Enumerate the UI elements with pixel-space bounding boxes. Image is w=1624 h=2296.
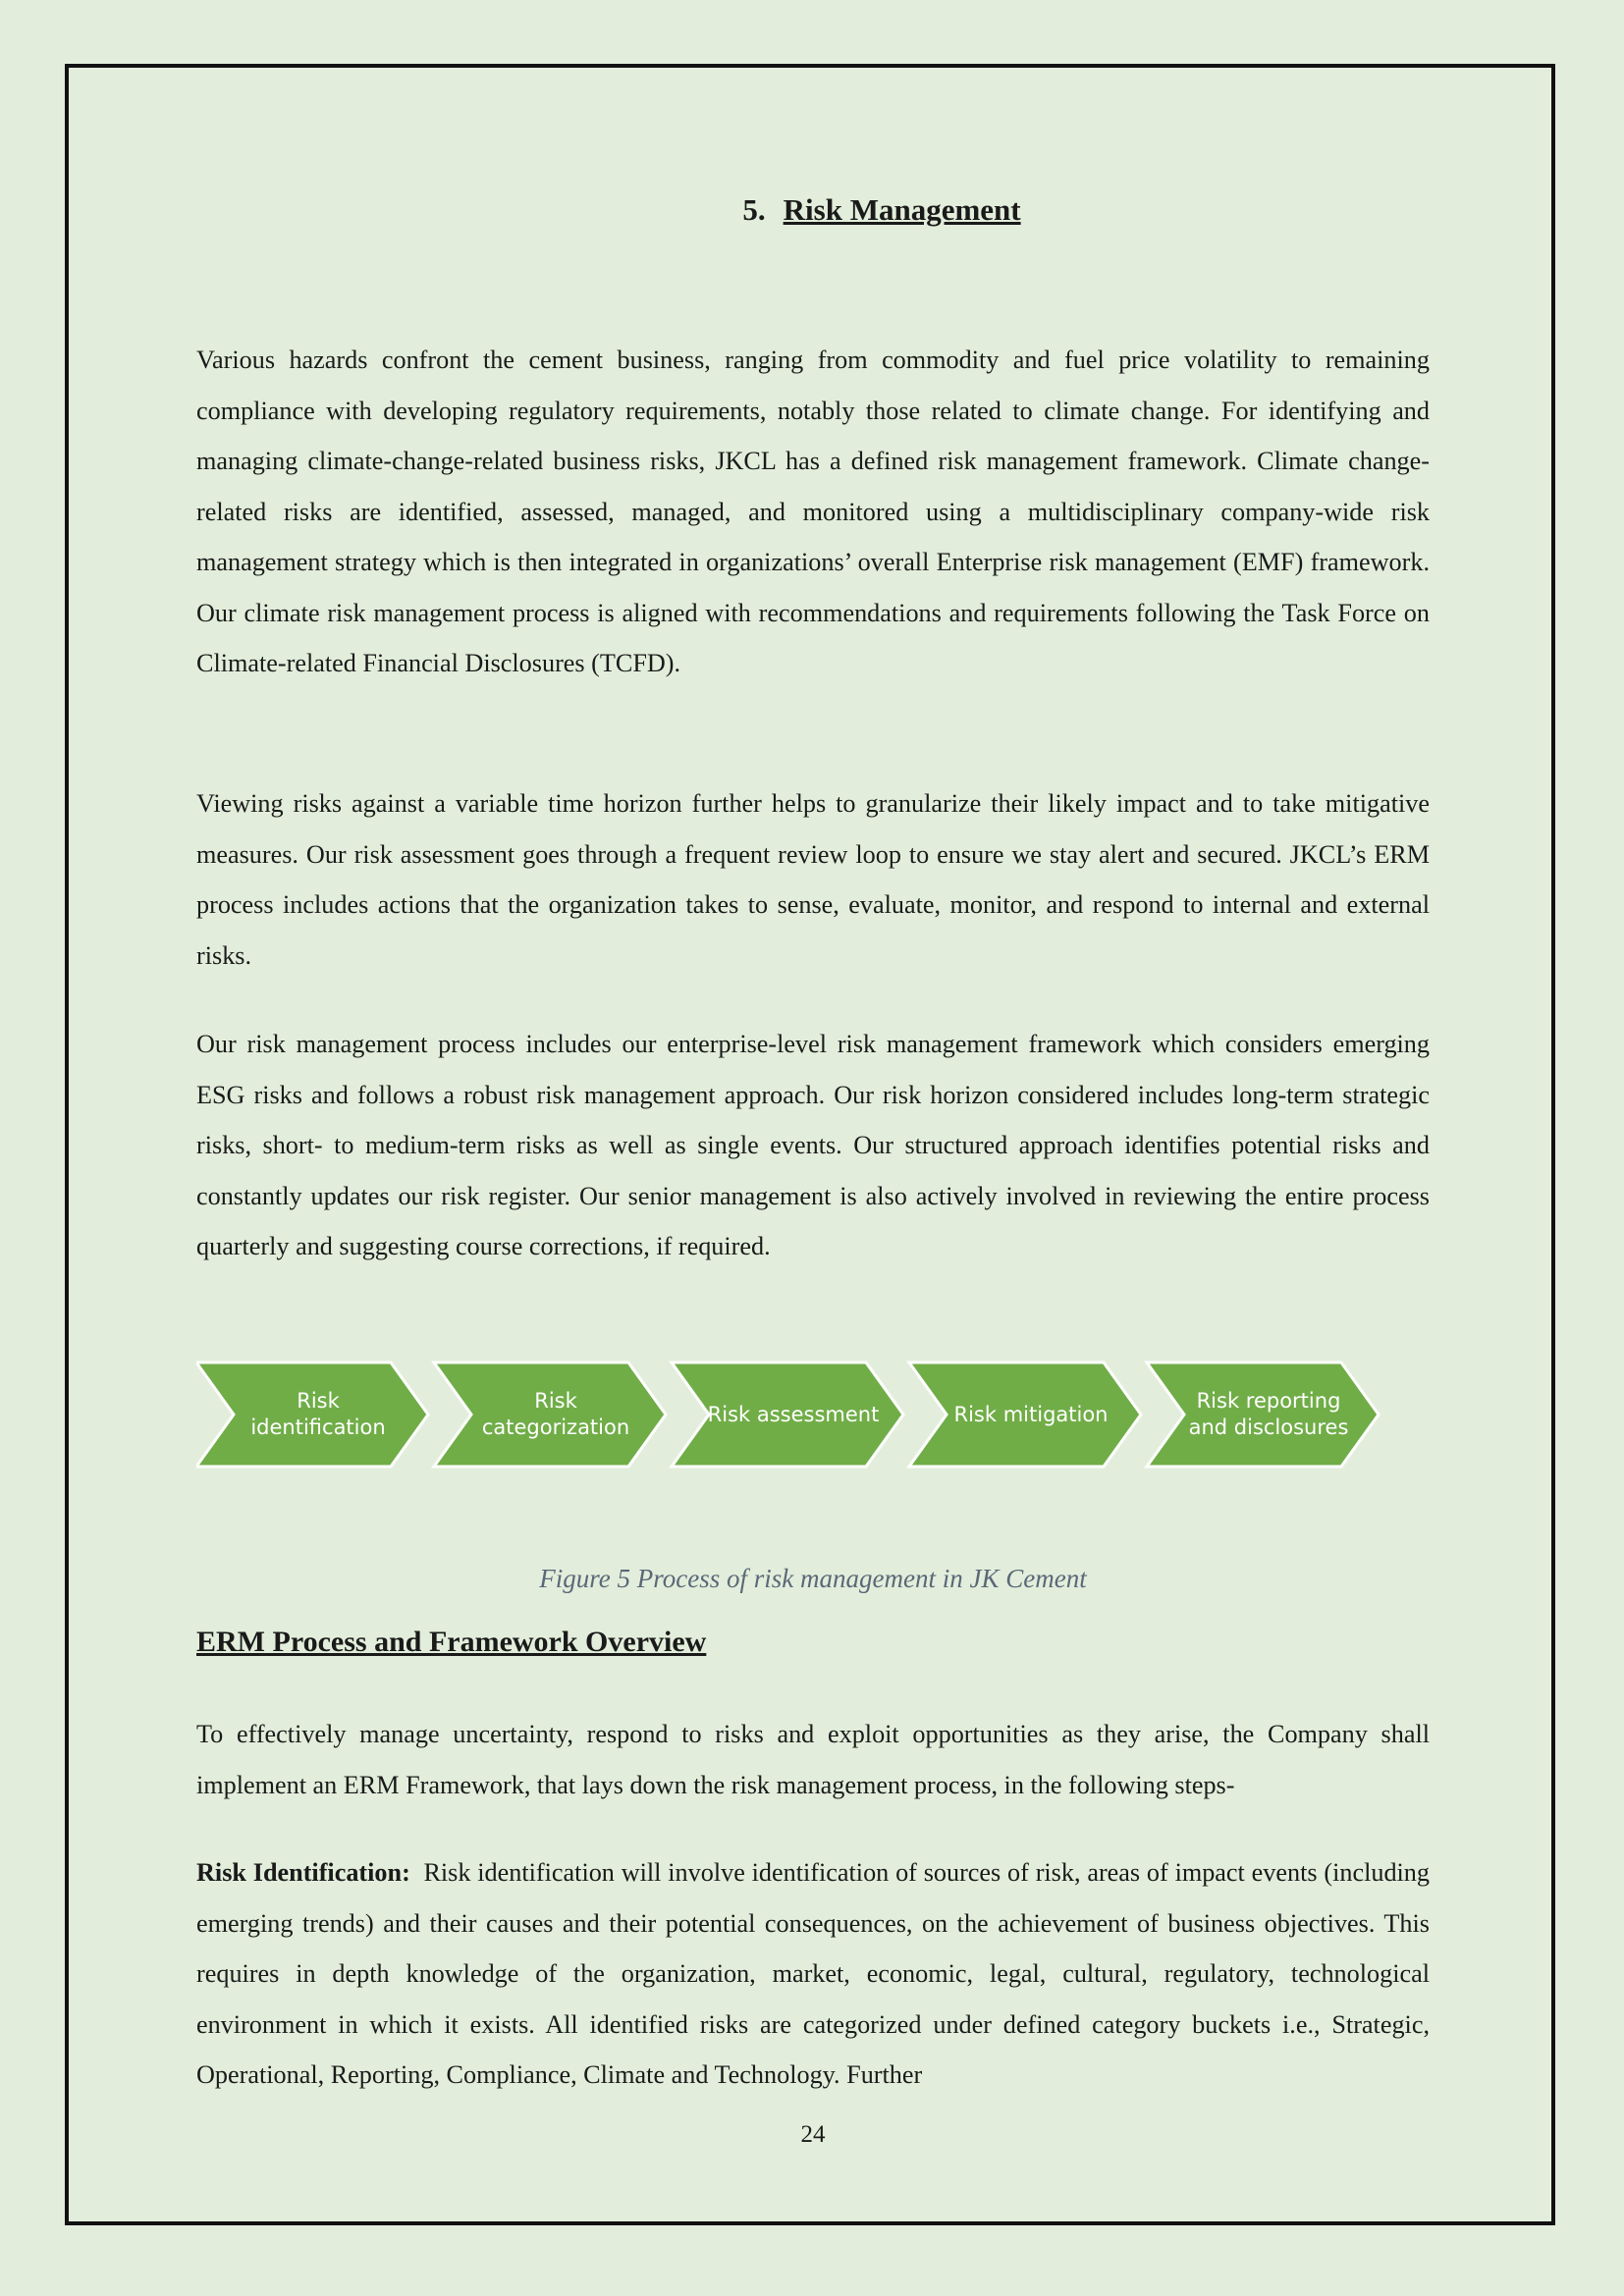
paragraph-risk-process: Our risk management process includes our enterprise-level risk management framework which considers emerging ESG risks and follows a robust risk management approach. Our risk horizon considered includes long-term strategic risks, short- to medium-term risks as well as single events. Our structured approach identifies potential risks and constantly updates our risk register. Our senior management is also actively involved in reviewing the entire process quarterly and suggesting course corrections, if required. [196,1030,1430,1260]
paragraph-time-horizon: Viewing risks against a variable time horizon further helps to granularize their likely impact and to take mitigative measures. Our risk assessment goes through a frequent review loop to ensure we stay alert and secured. JKCL’s ERM process includes actions that the organization takes to sense, evaluate, monitor, and respond to internal and external risks. [196,789,1430,970]
section-heading: Risk Management [783,192,1021,227]
process-flow-diagram [196,1360,1414,1469]
process-step-label: Risk mitigation [953,1402,1109,1426]
section-number: 5. [742,192,766,227]
figure-caption: Figure 5 Process of risk management in JK Cement [539,1564,1087,1593]
process-step-label: Risk identification [250,1389,386,1439]
erm-subheading: ERM Process and Framework Overview [196,1626,707,1658]
paragraph-erm-intro: To effectively manage uncertainty, respond to risks and exploit opportunities as they arise, the Company shall implement an ERM Framework, that lays down the risk management process, in the following steps- [196,1720,1430,1799]
paragraph-intro: Various hazards confront the cement business, ranging from commodity and fuel price volatility to remaining compliance with developing regulatory requirements, notably those related to climate change. For identifying and managing climate-change-related business risks, JKCL has a defined risk management framework. Climate change-related risks are identified, assessed, managed, and monitored using a multidisciplinary company-wide risk management strategy which is then integrated in organizations’ overall Enterprise risk management (EMF) framework. Our climate risk management process is aligned with recommendations and requirements following the Task Force on Climate-related Financial Disclosures (TCFD). [196,346,1430,677]
process-step-label: Risk assessment [707,1402,880,1426]
risk-identification-label: Risk Identification: [196,1858,410,1887]
paragraph-risk-identification [196,1847,1430,2101]
section-title [196,192,1430,228]
page-number: 24 [800,2121,826,2148]
process-step-label: Risk reporting and disclosures [1188,1389,1349,1439]
process-step-label: Risk categorization [481,1389,630,1439]
risk-identification-text: Risk identification will involve identification of sources of risk, areas of impact events (including emerging trends) and their causes and their potential consequences, on the achievement of business objectives. This requires in depth knowledge of the organization, market, economic, legal, cultural, regulatory, technological environment in which it exists. All identified risks are categorized under defined category buckets i.e., Strategic, Operational, Reporting, Compliance, Climate and Technology. Further [196,1858,1430,2089]
